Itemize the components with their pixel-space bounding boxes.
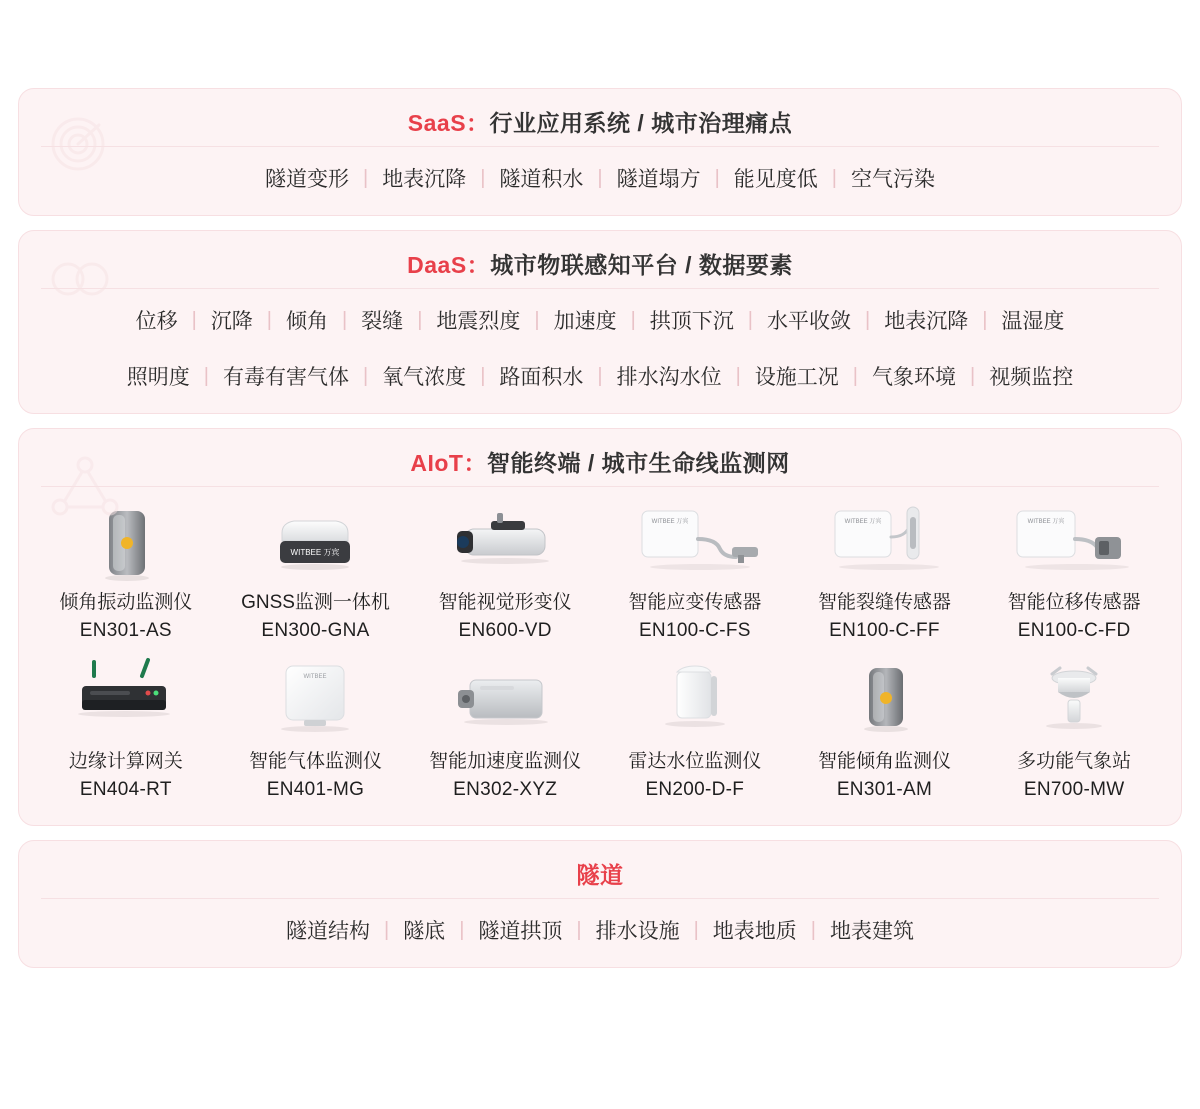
tag-separator: |: [576, 919, 582, 942]
device-model: EN700-MW: [1023, 778, 1125, 800]
tunnel-title-main: 隧道: [576, 862, 624, 889]
tag-separator: |: [266, 309, 272, 331]
device-model: EN100-C-FF: [829, 619, 940, 641]
device-item[interactable]: [221, 493, 411, 646]
device-item[interactable]: [979, 652, 1169, 805]
tag-separator: |: [362, 365, 369, 387]
tag-separator: |: [383, 919, 390, 942]
saas-title-main: SaaS：: [407, 110, 490, 136]
tunnel-tag-row: [19, 899, 1181, 967]
device-item[interactable]: [221, 652, 411, 805]
device-item[interactable]: [410, 652, 600, 805]
saas-tag: 隧道积水: [499, 168, 584, 191]
tag-separator: |: [970, 365, 976, 387]
tag-separator: |: [982, 309, 988, 331]
device-name: 智能位移传感器: [1007, 592, 1141, 613]
strain-sensor-icon: [620, 497, 770, 583]
tag-separator: |: [852, 365, 858, 387]
edge-gateway-icon: [51, 656, 201, 742]
daas-tag-row-1: [19, 289, 1181, 345]
svg-text:WITBEE 万宾: WITBEE 万宾: [651, 519, 689, 525]
daas-tag: 气象环境: [872, 366, 956, 389]
daas-tag: 有毒有害气体: [222, 366, 349, 389]
tag-separator: |: [341, 309, 348, 331]
aiot-panel: [18, 428, 1182, 826]
tag-separator: |: [480, 365, 486, 387]
tag-separator: |: [534, 309, 540, 331]
tunnel-title: [19, 841, 1181, 896]
device-model: EN100-C-FS: [638, 619, 751, 641]
tag-separator: |: [714, 167, 720, 189]
vision-camera-icon: [430, 497, 580, 583]
device-name: 智能气体监测仪: [248, 751, 382, 773]
crack-sensor-icon: [809, 497, 959, 583]
tunnel-panel: [18, 840, 1182, 968]
tunnel-tag: 地表地质: [712, 920, 797, 944]
architecture-diagram: [18, 88, 1182, 968]
saas-tag: 能见度低: [733, 168, 818, 191]
tag-separator: |: [191, 309, 197, 331]
daas-tag: 地表沉降: [884, 310, 969, 333]
svg-text:WITBEE: WITBEE: [303, 674, 327, 681]
tilt-vibration-sensor-icon: [51, 497, 201, 583]
device-model: EN301-AS: [79, 619, 172, 641]
device-item[interactable]: [979, 493, 1169, 646]
radar-water-level-icon: [620, 656, 770, 742]
daas-tag: 地震烈度: [436, 310, 521, 333]
daas-tag: 加速度: [553, 310, 617, 333]
saas-title: [19, 89, 1181, 144]
tag-separator: |: [810, 919, 816, 942]
aiot-title: [19, 429, 1181, 484]
daas-title-sub: 城市物联感知平台 / 数据要素: [490, 252, 793, 278]
tunnel-tag: 地表建筑: [830, 920, 914, 944]
daas-tag: 沉降: [210, 310, 253, 333]
tag-separator: |: [831, 167, 837, 189]
device-name: 边缘计算网关: [68, 751, 183, 773]
tunnel-tag: 排水设施: [595, 920, 680, 944]
daas-tag-row-2: [19, 345, 1181, 413]
saas-tag: 空气污染: [851, 168, 935, 191]
saas-tag-row: [19, 147, 1181, 215]
device-model: EN300-GNA: [261, 619, 370, 641]
svg-text:WITBEE 万宾: WITBEE 万宾: [1027, 519, 1065, 525]
device-model: EN302-XYZ: [453, 778, 558, 800]
tag-separator: |: [597, 167, 603, 189]
daas-title: [19, 231, 1181, 286]
daas-title-main: DaaS：: [407, 252, 491, 278]
daas-panel: [18, 230, 1182, 414]
device-model: EN200-D-F: [645, 778, 745, 800]
daas-tag: 照明度: [126, 366, 190, 389]
tag-separator: |: [203, 365, 209, 387]
daas-tag: 路面积水: [499, 366, 584, 389]
tunnel-tag: 隧底: [403, 920, 446, 944]
saas-tag: 隧道变形: [264, 168, 349, 191]
device-name: 智能视觉形变仪: [438, 592, 572, 613]
daas-tag: 温湿度: [1001, 310, 1065, 333]
daas-tag: 排水沟水位: [616, 366, 722, 389]
daas-tag: 视频监控: [989, 366, 1074, 389]
daas-tag: 拱顶下沉: [649, 310, 734, 333]
device-name: 倾角振动监测仪: [59, 592, 193, 613]
aiot-title-sub: 智能终端 / 城市生命线监测网: [486, 450, 790, 476]
tag-separator: |: [417, 309, 423, 331]
device-name: 智能加速度监测仪: [429, 751, 582, 773]
tag-separator: |: [747, 309, 753, 331]
device-item[interactable]: [790, 652, 980, 805]
device-model: EN600-VD: [458, 619, 552, 641]
device-item[interactable]: [790, 493, 980, 646]
saas-panel: [18, 88, 1182, 216]
device-name: 雷达水位监测仪: [628, 751, 762, 773]
daas-tag: 氧气浓度: [382, 366, 467, 389]
svg-text:WITBEE 万宾: WITBEE 万宾: [845, 519, 882, 525]
tag-separator: |: [362, 167, 369, 189]
displacement-sensor-icon: [999, 497, 1149, 583]
gnss-receiver-icon: [240, 497, 390, 583]
gas-monitor-icon: [240, 656, 390, 742]
tag-separator: |: [865, 309, 871, 331]
device-item[interactable]: [410, 493, 600, 646]
device-model: EN401-MG: [266, 778, 365, 800]
device-name: 智能倾角监测仪: [817, 751, 951, 773]
tag-separator: |: [459, 919, 465, 942]
device-item[interactable]: [600, 652, 790, 805]
tunnel-tag: 隧道结构: [285, 920, 370, 944]
daas-tag: 位移: [135, 310, 178, 333]
tilt-monitor-icon: [809, 656, 959, 742]
device-model: EN404-RT: [79, 778, 172, 800]
device-item[interactable]: [31, 493, 221, 646]
device-name: 多功能气象站: [1017, 751, 1132, 773]
tag-separator: |: [630, 309, 636, 331]
device-name: GNSS监测一体机: [241, 592, 390, 613]
device-item[interactable]: [600, 493, 790, 646]
device-model: EN100-C-FD: [1017, 619, 1131, 641]
tunnel-tag: 隧道拱顶: [478, 920, 563, 944]
saas-title-sub: 行业应用系统 / 城市治理痛点: [489, 110, 793, 136]
daas-tag: 水平收敛: [767, 310, 851, 333]
tag-separator: |: [693, 919, 699, 942]
saas-tag: 隧道塌方: [616, 168, 701, 191]
accelerometer-icon: [430, 656, 580, 742]
svg-text:WITBEE 万宾: WITBEE 万宾: [291, 548, 340, 557]
daas-tag: 倾角: [285, 310, 328, 333]
saas-tag: 地表沉降: [382, 168, 467, 191]
tag-separator: |: [735, 365, 741, 387]
device-name: 智能应变传感器: [628, 592, 762, 613]
daas-tag: 裂缝: [361, 310, 404, 333]
weather-station-icon: [999, 656, 1149, 742]
daas-tag: 设施工况: [754, 366, 839, 389]
tag-separator: |: [480, 167, 486, 189]
device-name: 智能裂缝传感器: [817, 592, 951, 613]
tag-separator: |: [597, 365, 603, 387]
aiot-title-main: AIoT：: [410, 450, 487, 476]
device-grid: [19, 487, 1181, 825]
device-model: EN301-AM: [836, 778, 933, 800]
device-item[interactable]: [31, 652, 221, 805]
